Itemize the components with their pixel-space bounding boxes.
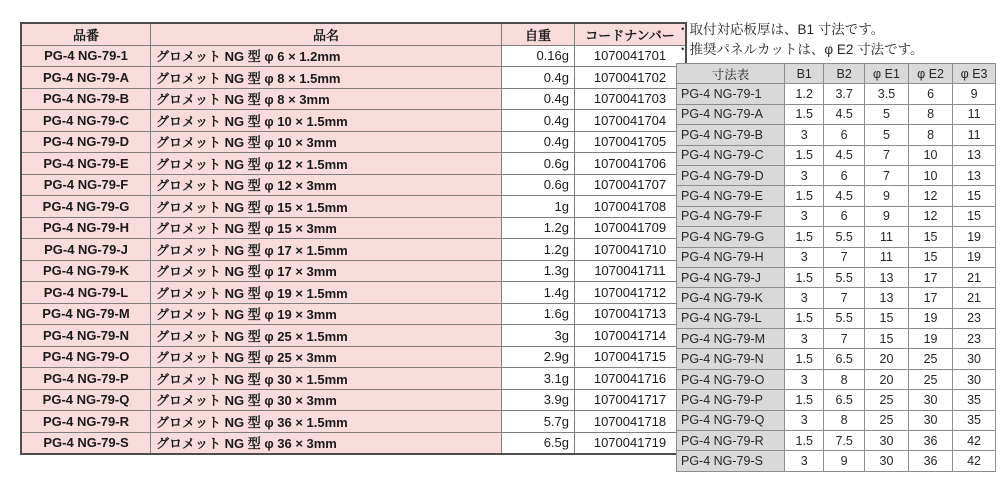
table-cell: 0.6g xyxy=(502,174,575,196)
table-cell: グロメット NG 型 φ 19 × 3mm xyxy=(151,303,502,325)
table-cell: PG-4 NG-79-R xyxy=(677,431,785,451)
table-row xyxy=(21,325,686,347)
table-cell: PG-4 NG-79-K xyxy=(21,260,151,282)
table-cell: 36 xyxy=(909,451,953,471)
table-cell: PG-4 NG-79-H xyxy=(677,247,785,267)
table-cell: 30 xyxy=(864,451,908,471)
table-cell: 7.5 xyxy=(824,431,865,451)
table-cell: 1.5 xyxy=(785,227,824,247)
table-row xyxy=(21,389,686,411)
table-cell: 11 xyxy=(864,227,908,247)
table-cell: PG-4 NG-79-B xyxy=(21,88,151,110)
table-cell: グロメット NG 型 φ 12 × 3mm xyxy=(151,174,502,196)
table-row xyxy=(677,227,996,247)
table-cell: PG-4 NG-79-O xyxy=(677,369,785,389)
table-cell: 1070041707 xyxy=(575,174,687,196)
table-cell: 6 xyxy=(824,125,865,145)
table-cell: 5.5 xyxy=(824,308,865,328)
table-cell: 1070041719 xyxy=(575,432,687,454)
table-cell: PG-4 NG-79-1 xyxy=(21,45,151,67)
table-cell: 9 xyxy=(953,84,996,104)
table-cell: PG-4 NG-79-C xyxy=(21,110,151,132)
table-cell: 3g xyxy=(502,325,575,347)
table-cell: グロメット NG 型 φ 10 × 1.5mm xyxy=(151,110,502,132)
table-cell: 13 xyxy=(864,267,908,287)
table-cell: 1g xyxy=(502,196,575,218)
table-cell: PG-4 NG-79-N xyxy=(677,349,785,369)
table-cell: 1070041714 xyxy=(575,325,687,347)
table-cell: 35 xyxy=(953,390,996,410)
table-cell: 1070041718 xyxy=(575,411,687,433)
table-cell: PG-4 NG-79-Q xyxy=(677,410,785,430)
table-row xyxy=(21,368,686,390)
table-cell: 3 xyxy=(785,247,824,267)
table-cell: 6 xyxy=(909,84,953,104)
table-cell: 0.16g xyxy=(502,45,575,67)
table-cell: 1070041710 xyxy=(575,239,687,261)
table-cell: 3 xyxy=(785,165,824,185)
table-cell: 15 xyxy=(909,227,953,247)
dimension-table xyxy=(676,63,996,472)
table-cell: 1.5 xyxy=(785,349,824,369)
table-cell: 10 xyxy=(909,145,953,165)
table-cell: 17 xyxy=(909,288,953,308)
table-row xyxy=(21,131,686,153)
table-cell: PG-4 NG-79-F xyxy=(677,206,785,226)
table-cell: 1.6g xyxy=(502,303,575,325)
table-cell: 4.5 xyxy=(824,145,865,165)
table-cell: 11 xyxy=(953,104,996,124)
table-cell: 6 xyxy=(824,206,865,226)
table-cell: 1.3g xyxy=(502,260,575,282)
table-cell: 3 xyxy=(785,125,824,145)
table-cell: PG-4 NG-79-G xyxy=(21,196,151,218)
table-cell: PG-4 NG-79-K xyxy=(677,288,785,308)
table-cell: 3 xyxy=(785,288,824,308)
table-cell: グロメット NG 型 φ 8 × 3mm xyxy=(151,88,502,110)
table-cell: 1.5 xyxy=(785,145,824,165)
table-cell: 3 xyxy=(785,329,824,349)
table-cell: PG-4 NG-79-L xyxy=(21,282,151,304)
table-cell: 15 xyxy=(909,247,953,267)
table-cell: 30 xyxy=(909,410,953,430)
table-cell: グロメット NG 型 φ 30 × 3mm xyxy=(151,389,502,411)
table-cell: グロメット NG 型 φ 36 × 1.5mm xyxy=(151,411,502,433)
note-mounting-thickness: ・取付対応板厚は、B1 寸法です。 xyxy=(676,22,885,37)
table-cell: PG-4 NG-79-M xyxy=(677,329,785,349)
table-cell: PG-4 NG-79-E xyxy=(21,153,151,175)
table-cell: グロメット NG 型 φ 15 × 1.5mm xyxy=(151,196,502,218)
table-cell: 36 xyxy=(909,431,953,451)
table-cell: 2.9g xyxy=(502,346,575,368)
table-cell: 5.5 xyxy=(824,227,865,247)
table-cell: 6.5 xyxy=(824,390,865,410)
note-panel-cut: ・推奨パネルカットは、φ E2 寸法です。 xyxy=(676,42,924,57)
table-cell: 19 xyxy=(953,247,996,267)
table-cell: PG-4 NG-79-S xyxy=(677,451,785,471)
table-cell: グロメット NG 型 φ 15 × 3mm xyxy=(151,217,502,239)
table-cell: PG-4 NG-79-J xyxy=(21,239,151,261)
table-cell: グロメット NG 型 φ 25 × 1.5mm xyxy=(151,325,502,347)
table-cell: 19 xyxy=(953,227,996,247)
table-row xyxy=(21,196,686,218)
table-cell: PG-4 NG-79-R xyxy=(21,411,151,433)
table-cell: グロメット NG 型 φ 25 × 3mm xyxy=(151,346,502,368)
table-row xyxy=(21,260,686,282)
table-row xyxy=(677,145,996,165)
table-cell: 11 xyxy=(864,247,908,267)
table-cell: PG-4 NG-79-D xyxy=(21,131,151,153)
table-row xyxy=(677,329,996,349)
table-cell: 5.5 xyxy=(824,267,865,287)
table-row xyxy=(21,432,686,454)
table-cell: 1070041708 xyxy=(575,196,687,218)
table-cell: PG-4 NG-79-H xyxy=(21,217,151,239)
table-cell: 9 xyxy=(824,451,865,471)
table-cell: 8 xyxy=(909,125,953,145)
table-cell: 20 xyxy=(864,369,908,389)
table-cell: 1.5 xyxy=(785,186,824,206)
table-cell: 1070041701 xyxy=(575,45,687,67)
table-cell: 3.9g xyxy=(502,389,575,411)
table-row xyxy=(21,346,686,368)
product-table-header-row xyxy=(21,23,686,45)
table-cell: 15 xyxy=(864,308,908,328)
table-cell: 0.4g xyxy=(502,67,575,89)
dimension-table-column-header: φ E2 xyxy=(909,64,953,84)
table-row xyxy=(21,303,686,325)
table-cell: 6.5 xyxy=(824,349,865,369)
table-cell: 30 xyxy=(864,431,908,451)
table-row xyxy=(677,288,996,308)
table-cell: 25 xyxy=(864,410,908,430)
table-cell: PG-4 NG-79-A xyxy=(21,67,151,89)
table-row xyxy=(21,239,686,261)
table-cell: PG-4 NG-79-O xyxy=(21,346,151,368)
table-row xyxy=(677,104,996,124)
table-cell: PG-4 NG-79-1 xyxy=(677,84,785,104)
table-cell: 17 xyxy=(909,267,953,287)
dimension-table-column-header: φ E1 xyxy=(864,64,908,84)
table-cell: PG-4 NG-79-L xyxy=(677,308,785,328)
table-cell: 12 xyxy=(909,186,953,206)
table-cell: 8 xyxy=(824,369,865,389)
table-cell: 42 xyxy=(953,431,996,451)
table-cell: 30 xyxy=(909,390,953,410)
table-cell: 0.4g xyxy=(502,131,575,153)
table-cell: 1070041702 xyxy=(575,67,687,89)
table-cell: 25 xyxy=(909,349,953,369)
table-cell: PG-4 NG-79-P xyxy=(677,390,785,410)
table-cell: 1070041715 xyxy=(575,346,687,368)
table-cell: 1070041713 xyxy=(575,303,687,325)
table-cell: グロメット NG 型 φ 12 × 1.5mm xyxy=(151,153,502,175)
table-cell: 1070041709 xyxy=(575,217,687,239)
table-cell: 1070041712 xyxy=(575,282,687,304)
table-cell: PG-4 NG-79-N xyxy=(21,325,151,347)
table-cell: 12 xyxy=(909,206,953,226)
table-cell: 9 xyxy=(864,206,908,226)
table-cell: 5 xyxy=(864,104,908,124)
table-cell: 25 xyxy=(909,369,953,389)
table-row xyxy=(677,247,996,267)
table-row xyxy=(677,410,996,430)
table-cell: 13 xyxy=(953,165,996,185)
table-row xyxy=(21,174,686,196)
table-cell: 3.5 xyxy=(864,84,908,104)
dimension-table-header-row xyxy=(677,64,996,84)
table-cell: 13 xyxy=(953,145,996,165)
table-cell: 11 xyxy=(953,125,996,145)
table-cell: 7 xyxy=(824,288,865,308)
table-cell: 3 xyxy=(785,369,824,389)
table-cell: 7 xyxy=(864,145,908,165)
table-cell: 1.4g xyxy=(502,282,575,304)
table-cell: 1.5 xyxy=(785,308,824,328)
table-row xyxy=(677,308,996,328)
table-cell: 19 xyxy=(909,308,953,328)
table-cell: 3 xyxy=(785,206,824,226)
table-cell: 3 xyxy=(785,451,824,471)
table-cell: 21 xyxy=(953,288,996,308)
table-cell: 1.2g xyxy=(502,239,575,261)
table-cell: 1070041711 xyxy=(575,260,687,282)
table-row xyxy=(677,206,996,226)
table-cell: 6.5g xyxy=(502,432,575,454)
table-cell: 1.5 xyxy=(785,104,824,124)
table-cell: PG-4 NG-79-J xyxy=(677,267,785,287)
table-row xyxy=(677,267,996,287)
table-cell: 1.2g xyxy=(502,217,575,239)
table-cell: 3.1g xyxy=(502,368,575,390)
product-table-column-header: 自重 xyxy=(502,23,575,45)
table-cell: 1070041716 xyxy=(575,368,687,390)
table-cell: PG-4 NG-79-D xyxy=(677,165,785,185)
table-cell: 1070041717 xyxy=(575,389,687,411)
table-row xyxy=(21,88,686,110)
table-cell: PG-4 NG-79-A xyxy=(677,104,785,124)
table-cell: 1070041705 xyxy=(575,131,687,153)
table-cell: 8 xyxy=(824,410,865,430)
table-cell: 9 xyxy=(864,186,908,206)
table-row xyxy=(677,186,996,206)
table-cell: PG-4 NG-79-G xyxy=(677,227,785,247)
table-row xyxy=(677,451,996,471)
table-cell: 1.2 xyxy=(785,84,824,104)
product-table-column-header: 品番 xyxy=(21,23,151,45)
table-cell: PG-4 NG-79-F xyxy=(21,174,151,196)
table-cell: 30 xyxy=(953,349,996,369)
table-row xyxy=(677,125,996,145)
table-cell: PG-4 NG-79-E xyxy=(677,186,785,206)
table-cell: グロメット NG 型 φ 17 × 1.5mm xyxy=(151,239,502,261)
table-cell: PG-4 NG-79-C xyxy=(677,145,785,165)
table-cell: 6 xyxy=(824,165,865,185)
table-cell: PG-4 NG-79-Q xyxy=(21,389,151,411)
dimension-table-column-header: B1 xyxy=(785,64,824,84)
table-row xyxy=(21,411,686,433)
table-cell: PG-4 NG-79-B xyxy=(677,125,785,145)
table-cell: 1070041706 xyxy=(575,153,687,175)
table-row xyxy=(21,153,686,175)
table-cell: 13 xyxy=(864,288,908,308)
table-cell: 23 xyxy=(953,308,996,328)
table-cell: 0.6g xyxy=(502,153,575,175)
table-cell: 23 xyxy=(953,329,996,349)
table-cell: 4.5 xyxy=(824,186,865,206)
table-cell: 5.7g xyxy=(502,411,575,433)
table-cell: グロメット NG 型 φ 8 × 1.5mm xyxy=(151,67,502,89)
table-cell: 7 xyxy=(824,247,865,267)
table-cell: 20 xyxy=(864,349,908,369)
table-cell: 1070041703 xyxy=(575,88,687,110)
product-table xyxy=(20,22,687,455)
table-cell: 35 xyxy=(953,410,996,430)
table-cell: 30 xyxy=(953,369,996,389)
table-cell: 1.5 xyxy=(785,267,824,287)
table-cell: 3.7 xyxy=(824,84,865,104)
table-cell: グロメット NG 型 φ 36 × 3mm xyxy=(151,432,502,454)
table-cell: グロメット NG 型 φ 19 × 1.5mm xyxy=(151,282,502,304)
table-row xyxy=(677,165,996,185)
table-cell: グロメット NG 型 φ 30 × 1.5mm xyxy=(151,368,502,390)
table-cell: 3 xyxy=(785,410,824,430)
table-row xyxy=(677,390,996,410)
product-table-column-header: 品名 xyxy=(151,23,502,45)
table-row xyxy=(677,431,996,451)
table-cell: 7 xyxy=(824,329,865,349)
table-cell: 0.4g xyxy=(502,110,575,132)
table-cell: 1070041704 xyxy=(575,110,687,132)
table-cell: PG-4 NG-79-M xyxy=(21,303,151,325)
table-cell: PG-4 NG-79-S xyxy=(21,432,151,454)
table-cell: 25 xyxy=(864,390,908,410)
table-cell: 10 xyxy=(909,165,953,185)
table-cell: 8 xyxy=(909,104,953,124)
table-row xyxy=(677,349,996,369)
table-cell: 1.5 xyxy=(785,431,824,451)
table-cell: 1.5 xyxy=(785,390,824,410)
table-row xyxy=(21,67,686,89)
product-table-column-header: コードナンバー xyxy=(575,23,687,45)
table-cell: 15 xyxy=(864,329,908,349)
table-cell: 0.4g xyxy=(502,88,575,110)
dimension-table-column-header: φ E3 xyxy=(953,64,996,84)
dimension-panel xyxy=(676,20,996,472)
table-cell: 21 xyxy=(953,267,996,287)
table-cell: PG-4 NG-79-P xyxy=(21,368,151,390)
table-cell: 19 xyxy=(909,329,953,349)
table-cell: 42 xyxy=(953,451,996,471)
table-row xyxy=(21,45,686,67)
table-row xyxy=(677,84,996,104)
dimension-table-column-header: 寸法表 xyxy=(677,64,785,84)
table-row xyxy=(677,369,996,389)
table-cell: 4.5 xyxy=(824,104,865,124)
table-row xyxy=(21,110,686,132)
table-cell: グロメット NG 型 φ 17 × 3mm xyxy=(151,260,502,282)
table-cell: 5 xyxy=(864,125,908,145)
table-cell: グロメット NG 型 φ 6 × 1.2mm xyxy=(151,45,502,67)
dimension-table-column-header: B2 xyxy=(824,64,865,84)
table-cell: グロメット NG 型 φ 10 × 3mm xyxy=(151,131,502,153)
table-row xyxy=(21,217,686,239)
table-cell: 15 xyxy=(953,186,996,206)
table-cell: 15 xyxy=(953,206,996,226)
table-row xyxy=(21,282,686,304)
table-cell: 7 xyxy=(864,165,908,185)
